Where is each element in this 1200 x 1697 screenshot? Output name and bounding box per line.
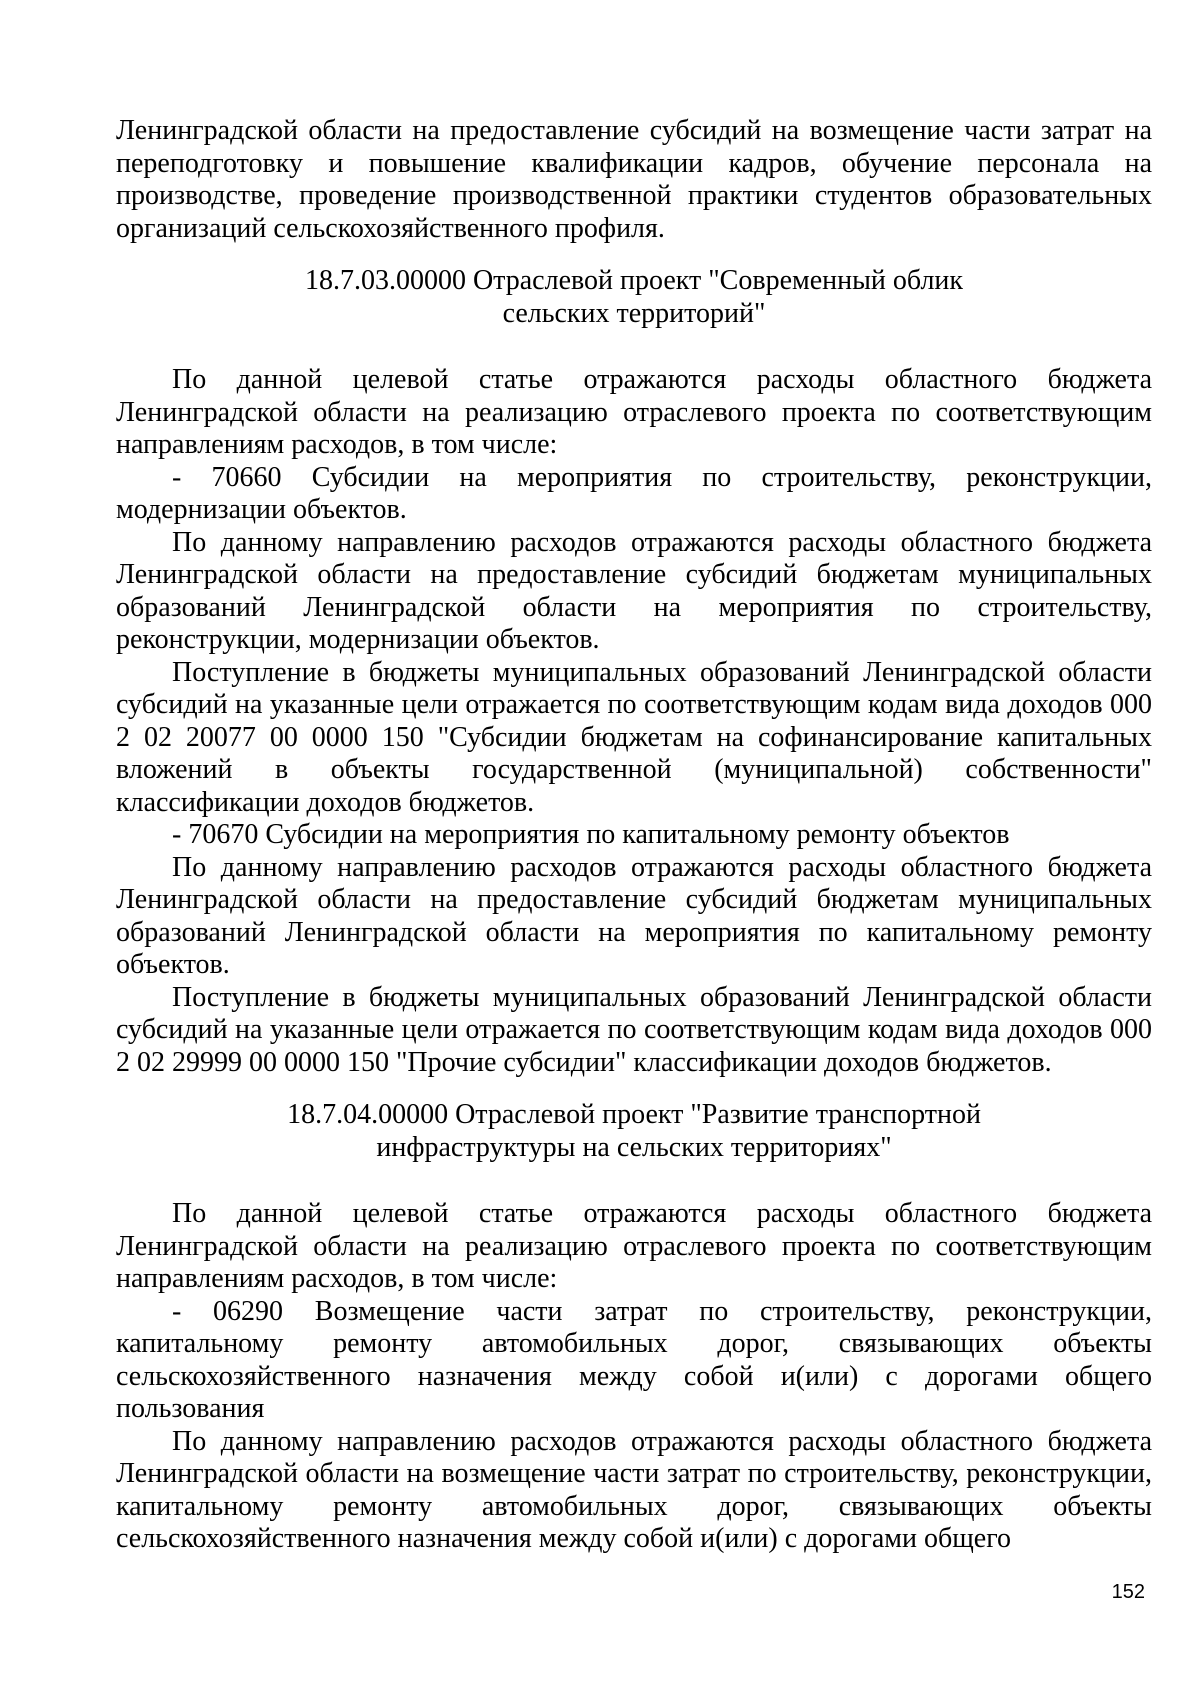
section-heading-line: сельских территорий": [502, 297, 766, 329]
list-item-06290: - 06290 Возмещение части затрат по строительству, реконструкции, капитальному ремонту автомобильных дорог, связывающих объекты сельскохозяйственного назначения между собой и(или) с дорогами общего пользования: [116, 1295, 1152, 1424]
section-heading-line: 18.7.03.00000 Отраслевой проект "Современный облик: [304, 265, 964, 296]
section-heading-18-7-03: [116, 265, 1152, 330]
section-heading-line: инфраструктуры на сельских территориях": [376, 1131, 892, 1163]
section-heading-18-7-04: [116, 1099, 1152, 1164]
paragraph-continued: Ленинградской области на предоставление субсидий на возмещение части затрат на переподготовку и повышение квалификации кадров, обучение персонала на производстве, проведение производственной практики студентов образовательных организаций сельскохозяйственного профиля.: [116, 115, 1152, 244]
paragraph: По данной целевой статье отражаются расходы областного бюджета Ленинградской области на реализацию отраслевого проекта по соответствующим направлениям расходов, в том числе:: [116, 1198, 1152, 1294]
page-content: [116, 115, 1152, 1556]
paragraph: По данному направлению расходов отражаются расходы областного бюджета Ленинградской области на предоставление субсидий бюджетам муниципальных образований Ленинградской области на мероприятия по капитальному ремонту объектов.: [116, 851, 1152, 980]
paragraph: По данному направлению расходов отражаются расходы областного бюджета Ленинградской области на возмещение части затрат по строительству, реконструкции, капитальному ремонту автомобильных дорог, связывающих объекты сельскохозяйственного назначения между собой и(или) с дорогами общего: [116, 1425, 1152, 1554]
section-heading-line: 18.7.04.00000 Отраслевой проект "Развитие транспортной: [287, 1099, 981, 1130]
list-item-70670: - 70670 Субсидии на мероприятия по капитальному ремонту объектов: [172, 819, 1010, 850]
list-item-70660: - 70660 Субсидии на мероприятия по строительству, реконструкции, модернизации объектов.: [116, 461, 1152, 525]
paragraph: По данному направлению расходов отражаются расходы областного бюджета Ленинградской области на предоставление субсидий бюджетам муниципальных образований Ленинградской области на мероприятия по строительству, реконструкции, модернизации объектов.: [116, 526, 1152, 655]
page-number: 152: [1111, 1581, 1145, 1603]
paragraph: По данной целевой статье отражаются расходы областного бюджета Ленинградской области на реализацию отраслевого проекта по соответствующим направлениям расходов, в том числе:: [116, 364, 1152, 460]
paragraph: Поступление в бюджеты муниципальных образований Ленинградской области субсидий на указанные цели отражается по соответствующим кодам вида доходов 000 2 02 20077 00 0000 150 "Субсидии бюджетам на софинансирование капитальных вложений в объекты государственной (муниципальной) собственности" классификации доходов бюджетов.: [116, 656, 1152, 818]
paragraph: Поступление в бюджеты муниципальных образований Ленинградской области субсидий на указанные цели отражается по соответствующим кодам вида доходов 000 2 02 29999 00 0000 150 "Прочие субсидии" классификации доходов бюджетов.: [116, 981, 1152, 1078]
